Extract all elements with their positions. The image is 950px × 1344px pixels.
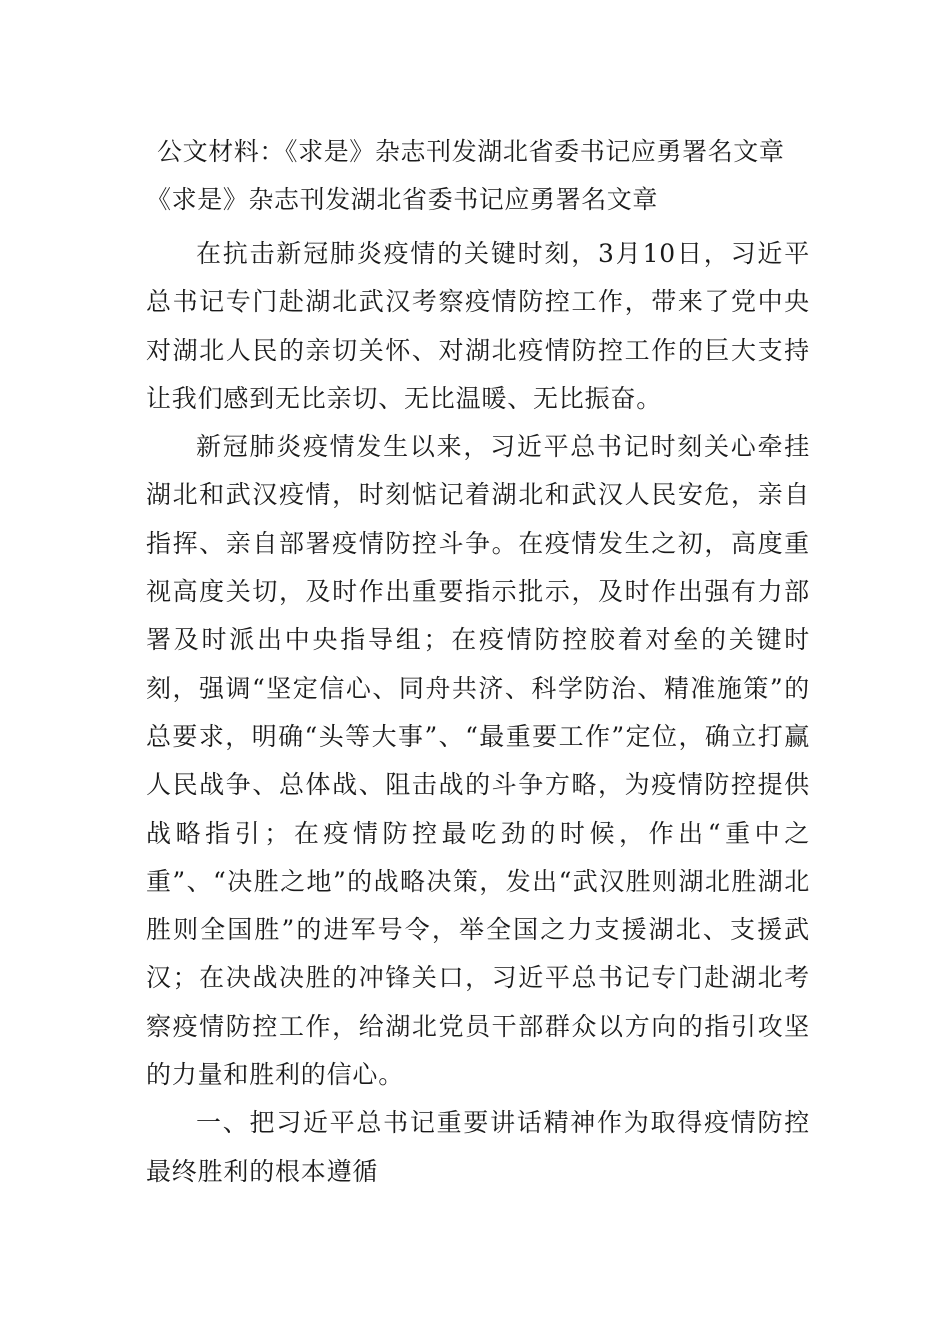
document-title: 公文材料：《求是》杂志刊发湖北省委书记应勇署名文章	[157, 137, 785, 166]
paragraph-background: 新冠肺炎疫情发生以来，习近平总书记时刻关心牵挂湖北和武汉疫情，时刻惦记着湖北和武汉人民安危，亲自指挥、亲自部署疫情防控斗争。在疫情发生之初，高度重视高度关切，及时作出重要指示批示，及时作出强有力部署及时派出中央指导组；在疫情防控胶着对垒的关键时刻，强调“坚定信心、同舟共济、科学防治、精准施策”的总要求，明确“头等大事”、“最重要工作”定位，确立打赢人民战争、总体战、阻击战的斗争方略，为疫情防控提供战略指引；在疫情防控最吃劲的时候，作出“重中之重”、“决胜之地”的战略决策，发出“武汉胜则湖北胜湖北胜则全国胜”的进军号令，举全国之力支援湖北、支援武汉；在决战决胜的冲锋关口，习近平总书记专门赴湖北考察疫情防控工作，给湖北党员干部群众以方向的指引攻坚的力量和胜利的信心。	[146, 432, 810, 1090]
paragraph-intro: 在抗击新冠肺炎疫情的关键时刻，3月10日，习近平总书记专门赴湖北武汉考察疫情防控工作，带来了党中央对湖北人民的亲切关怀、对湖北疫情防控工作的巨大支持让我们感到无比亲切、无比温暖、无比振奋。	[146, 239, 810, 413]
document-body	[146, 230, 810, 1196]
section-heading-1: 一、把习近平总书记重要讲话精神作为取得疫情防控最终胜利的根本遵循	[146, 1108, 810, 1186]
document-subtitle: 《求是》杂志刊发湖北省委书记应勇署名文章	[146, 185, 659, 214]
